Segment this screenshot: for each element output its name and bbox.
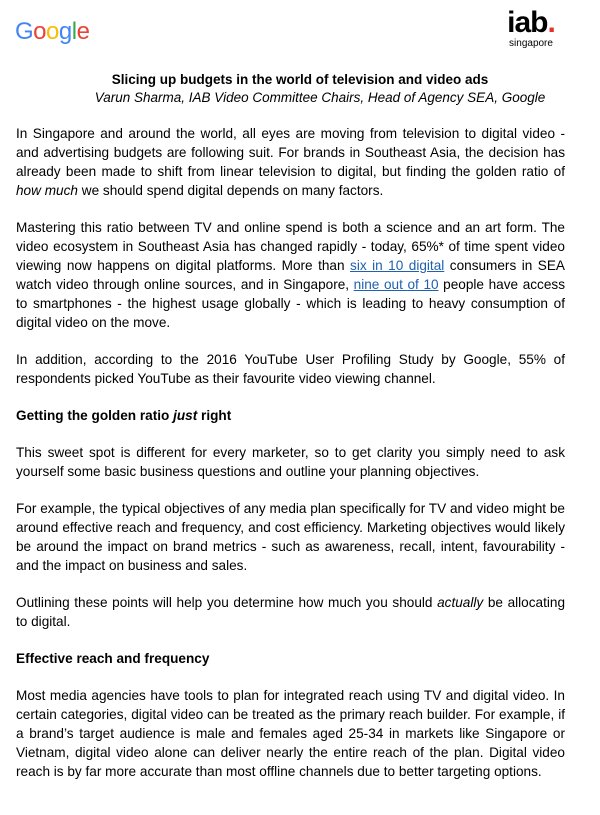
paragraph-youtube-study: In addition, according to the 2016 YouTube User Profiling Study by Google, 55% of respondents picked YouTube as their favourite video viewing channel. — [16, 352, 565, 386]
paragraph-text: be allocating to digital. — [16, 595, 565, 629]
emphasis-text: how much — [16, 183, 78, 198]
six-in-10-digital-link[interactable]: six in 10 digital — [350, 258, 445, 273]
nine-out-of-10-link[interactable]: nine out of 10 — [353, 277, 439, 292]
emphasis-text: actually — [437, 595, 484, 610]
iab-logo-dot: . — [547, 6, 555, 39]
google-logo-letter: l — [71, 18, 77, 45]
article-byline: Varun Sharma, IAB Video Committee Chairs, Head of Agency SEA, Google — [94, 90, 546, 105]
iab-logo-mark — [496, 8, 566, 38]
section-heading-reach-frequency: Effective reach and frequency — [16, 651, 210, 666]
heading-text: Getting the golden ratio — [16, 408, 174, 423]
paragraph-text: people have access to smartphones - the highest usage globally - which is leading to heavy consumption of digital video on the move. — [16, 277, 566, 330]
iab-singapore-logo — [496, 8, 566, 49]
paragraph-text: Mastering this ratio between TV and online spend is both a science and an art form. The video ecosystem in Southeast Asia has changed rapidly - today, 65%* of time spent video viewing now happens on digital platforms. More than — [16, 220, 565, 273]
paragraph-outlining — [16, 593, 565, 631]
google-logo-letter: e — [76, 18, 90, 45]
paragraph-ratio — [16, 218, 565, 332]
article-body — [16, 124, 565, 799]
google-logo-letter: g — [58, 18, 72, 45]
paragraph-sweet-spot: This sweet spot is different for every marketer, so to get clarity you simply need to ask yourself some basic business questions and outline your planning objectives. — [16, 445, 565, 479]
section-heading-golden-ratio — [16, 406, 565, 425]
paragraph-intro — [16, 124, 565, 200]
heading-text: right — [197, 408, 232, 423]
iab-logo-subtitle: singapore — [509, 38, 553, 49]
google-logo-letter: o — [46, 18, 59, 45]
article-title: Slicing up budgets in the world of television and video ads — [111, 72, 489, 87]
google-logo-letter: o — [33, 18, 47, 45]
iab-logo-text: iab — [507, 6, 548, 39]
emphasis-text: just — [173, 408, 198, 423]
paragraph-text: Outlining these points will help you determine how much you should — [16, 595, 438, 610]
paragraph-text: consumers in SEA watch video through online sources, and in Singapore, — [16, 258, 565, 292]
google-logo — [15, 18, 89, 46]
paragraph-text: we should spend digital depends on many factors. — [77, 183, 384, 198]
paragraph-media-agencies: Most media agencies have tools to plan for integrated reach using TV and digital video. In certain categories, digital video can be treated as the primary reach builder. For example, if a brand’s target audience is male and females aged 25-34 in markets like Singapore or Vietnam, digital video alone can deliver nearly the entire reach of the plan. Digital video reach is by far more accurate than most offline channels due to better targeting options. — [16, 688, 565, 779]
paragraph-text: In Singapore and around the world, all eyes are moving from television to digital video - and advertising budgets are following suit. For brands in Southeast Asia, the decision has already been made to shift from linear television to digital, but finding the golden ratio of — [16, 126, 565, 179]
google-logo-letter: G — [15, 18, 34, 45]
paragraph-objectives: For example, the typical objectives of any media plan specifically for TV and video might be around effective reach and frequency, and cost efficiency. Marketing objectives would likely be around the impact on brand metrics - such as awareness, recall, intent, favourability - and the impact on business and sales. — [16, 501, 565, 573]
